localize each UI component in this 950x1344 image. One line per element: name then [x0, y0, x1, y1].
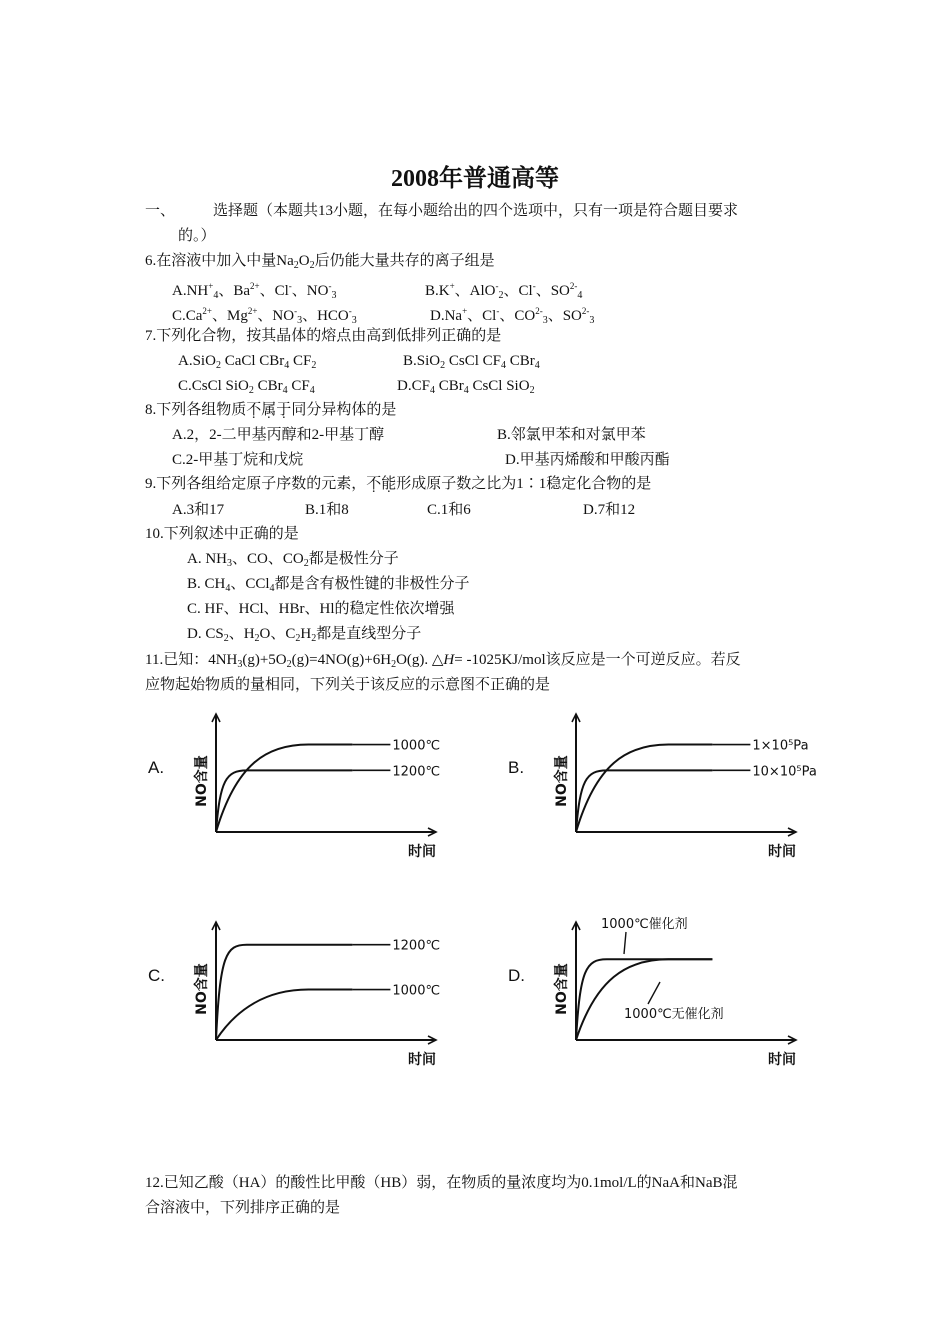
series-label-1: 1000℃无催化剂: [624, 1007, 724, 1022]
panel-label-a: A.: [148, 758, 165, 777]
q7-option-b: B.SiO$_2$ CsCl $CF_4$ CBr$_4$: [403, 353, 540, 371]
chart-c: [148, 908, 448, 1078]
chart-panel-c: [148, 908, 448, 1083]
section-text: 选择题（本题共13小题，在每小题给出的四个选项中，只有一项是符合题目要求: [213, 203, 739, 219]
chart-panel-d: [508, 908, 808, 1083]
section-heading: [145, 201, 738, 221]
chart-b: [508, 700, 817, 870]
series-line-1: [216, 770, 352, 832]
series-line-0: [216, 745, 352, 832]
y-axis-label: NO含量: [194, 755, 210, 807]
q8-stem: 8.下列各组物质不属于同分异构体的是: [145, 402, 397, 418]
q6-option-c: $C.Ca^{2+}$、$Mg^{2+}$、$NO^-_3$、$HCO^-_3$: [172, 306, 357, 326]
series-line-0: [576, 959, 712, 1040]
q9-stem: 9.下列各组给定原子序数的元素，不能形成原子数之比为1∶1稳定化合物的是: [145, 476, 652, 492]
panel-label-c: C.: [148, 966, 165, 985]
panel-label-d: D.: [508, 966, 525, 985]
series-label-1: 1200℃: [392, 764, 441, 780]
series-label-1: 1000℃: [392, 983, 441, 999]
page-title: 2008年普通高等: [391, 166, 559, 192]
series-label-0: 1000℃: [392, 738, 441, 754]
series-label-0: 1200℃: [392, 938, 441, 954]
q10-option-b: B. $CH_4$、CCl$_4$都是含有极性键的非极性分子: [187, 576, 470, 594]
annotation-arrow-0: [624, 932, 626, 954]
q9-option-c: C.1和6: [427, 502, 471, 518]
q8-option-d: D.甲基丙烯酸和甲酸丙酯: [505, 452, 670, 468]
chart-a: [148, 700, 448, 870]
q7-option-c: C.CsCl SiO$_2$ CBr$_4$ $CF_4$: [178, 378, 315, 396]
series-line-1: [576, 959, 712, 1040]
y-axis-label: NO含量: [554, 963, 570, 1015]
q12-stem-cont: 合溶液中，下列排序正确的是: [145, 1200, 341, 1216]
q10-option-d: D. $CS_2$、$H_2O$、$C_2H_2$都是直线型分子: [187, 626, 422, 644]
annotation-arrow-1: [648, 982, 660, 1004]
q6-option-d: D.Na+、Cl-、$CO^{2-}_3$、$SO^{2-}_3$: [430, 306, 595, 326]
x-axis-label: 时间: [408, 844, 436, 860]
series-label-0: 1000℃催化剂: [601, 917, 688, 932]
series-line-1: [576, 770, 712, 832]
q9-option-d: D.7和12: [583, 502, 636, 518]
q7-stem: 7.下列化合物，按其晶体的熔点由高到低排列正确的是: [145, 328, 502, 344]
series-label-1: 10×10⁵Pa: [752, 764, 817, 780]
series-line-0: [576, 745, 712, 832]
section-number: 一、: [145, 203, 176, 219]
panel-label-b: B.: [508, 758, 525, 777]
q6-stem: 6.在溶液中加入中量$Na_2O_2$后仍能大量共存的离子组是: [145, 253, 495, 271]
series-line-1: [216, 990, 352, 1040]
q11-stem-cont: 应物起始物质的量相同，下列关于该反应的示意图不正确的是: [145, 677, 551, 693]
y-axis-label: NO含量: [194, 963, 210, 1015]
chart-panel-b: [508, 700, 817, 875]
x-axis-label: 时间: [408, 1052, 436, 1068]
q10-option-a: A. $NH_3$、CO、$CO_2$都是极性分子: [187, 551, 399, 569]
q11-stem: 11.已知：$4NH_3(g)+5O_2(g)=4NO(g)+6H_2O(g)$. △H= -1025KJ/mol该反应是一个可逆反应。若反: [145, 652, 741, 670]
q6-option-a: $A.NH^+_4$、$Ba^{2+}$、Cl-、$NO^-_3$: [172, 281, 337, 301]
q6-option-b: B.K+、AlO-$_2$、Cl-、$SO^{2-}_4$: [425, 281, 583, 301]
q10-option-c: C. HF、HCl、HBr、Hl的稳定性依次增强: [187, 601, 455, 617]
q12-stem: 12.已知乙酸（HA）的酸性比甲酸（HB）弱，在物质的量浓度均为0.1mol/L的NaA和NaB混: [145, 1175, 738, 1191]
q7-option-d: $D.CF_4$ CBr$_4$ CsCl SiO$_2$: [397, 378, 535, 396]
series-label-0: 1×10⁵Pa: [752, 738, 809, 754]
chart-panel-a: [148, 700, 448, 875]
q9-option-a: A.3和17: [172, 502, 225, 518]
chart-d: [508, 908, 808, 1078]
x-axis-label: 时间: [768, 844, 796, 860]
section-text-cont: 的。）: [178, 228, 216, 244]
x-axis-label: 时间: [768, 1052, 796, 1068]
q9-option-b: B.1和8: [305, 502, 349, 518]
q10-stem: 10.下列叙述中正确的是: [145, 526, 299, 542]
q8-option-b: B.邻氯甲苯和对氯甲苯: [497, 427, 646, 443]
q7-option-a: A.SiO$_2$ CaCl CBr$_4$ $CF_2$: [178, 353, 317, 371]
y-axis-label: NO含量: [554, 755, 570, 807]
q8-option-a: A.2，2-二甲基丙醇和2-甲基丁醇: [172, 427, 385, 443]
q8-option-c: C.2-甲基丁烷和戊烷: [172, 452, 304, 468]
